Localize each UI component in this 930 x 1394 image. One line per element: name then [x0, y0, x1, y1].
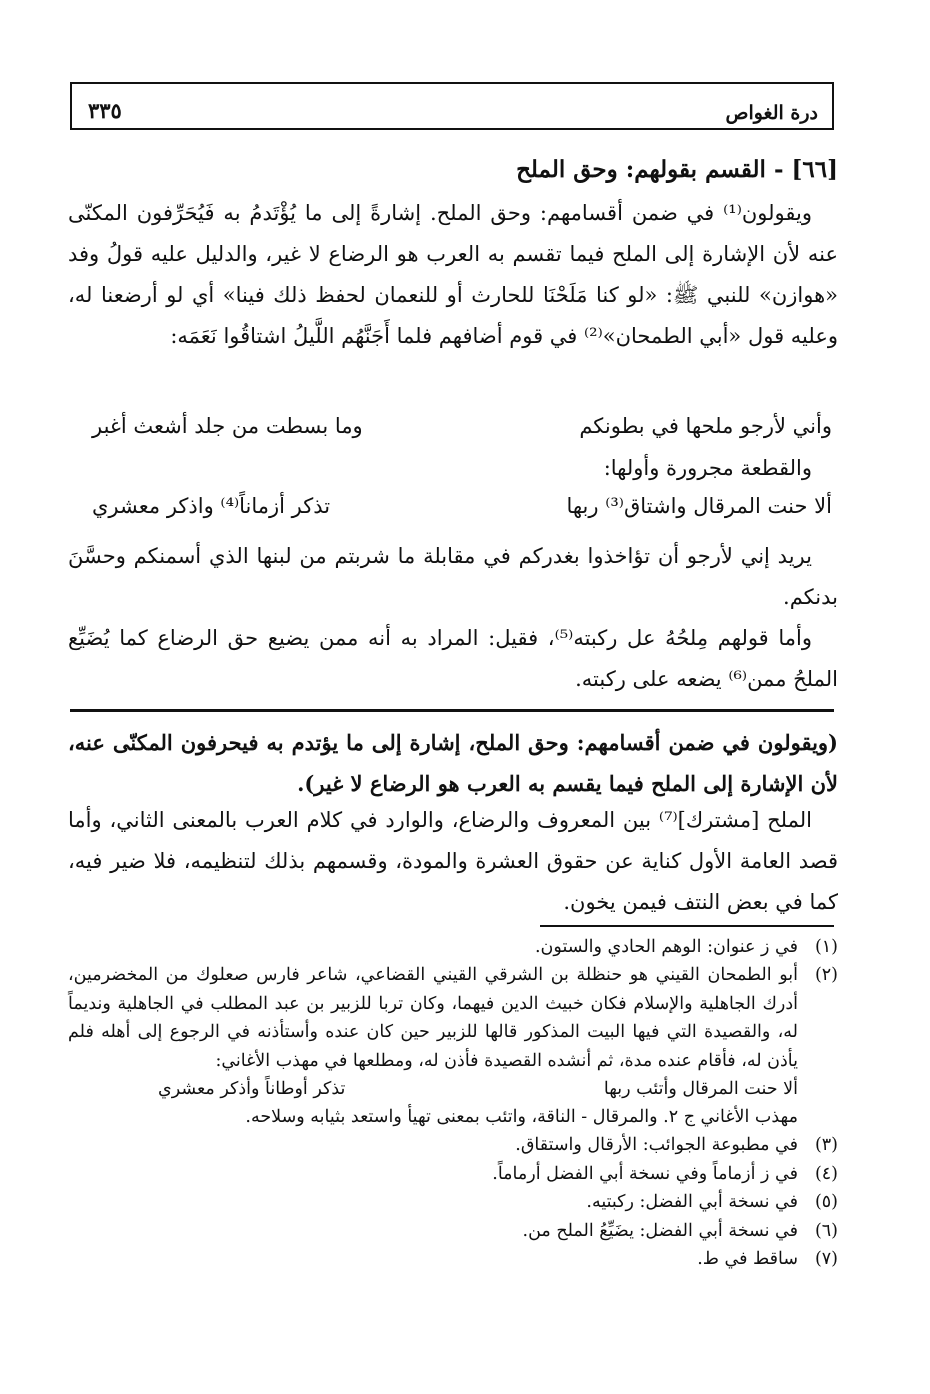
footnote-number: (٦): [814, 1220, 838, 1241]
commentary-paragraph: الملح [مشترك]⁽⁷⁾ بين المعروف والرضاع، والوارد في كلام العرب بالمعنى الثاني، وأما قصد العامة الأول كناية عن حقوق العشرة والمودة، وقسمهم بذلك لتنظيمه، فلا ضير فيه، كما في بعض النتف فيمن يخون.: [68, 808, 838, 914]
footnote: [68, 1160, 838, 1188]
footnote-number: (٧): [814, 1249, 838, 1270]
footnote-text: في ز عنوان: الوهم الحادي والستون.: [534, 937, 798, 957]
page-header: [70, 82, 834, 130]
footnote: [68, 1188, 838, 1216]
commentary-text: [68, 800, 838, 923]
verse-line: [92, 414, 832, 454]
footnote-text: في مطبوعة الجوائب: الأرقال واستقاق.: [515, 1135, 798, 1156]
footnote-text: ساقط في ط.: [697, 1249, 798, 1270]
verse-second-hemistich: تذكر أزماناً⁽⁴⁾ واذكر معشري: [92, 494, 331, 518]
main-paragraph: ويقولون⁽¹⁾ في ضمن أقسامهم: وحق الملح. إشارةً إلى ما يُؤْتَدمُ به فَيُحَرِّفون المكنّى عنه لأن الإشارة إلى الملح فيما تقسم به العرب هو الرضاع لا غير، والدليل عليه قولُ وفد «هوازن» للنبي ﷺ: «لو كنا مَلَحْنَا للحارث أو للنعمان لحفظ ذلك فينا» أي لو أرضعنا له، وعليه قول «أبي الطمحان»⁽²⁾ في قوم أضافهم فلما أَجَنَّهُم اللَّيلُ اشتاقُوا نَعَمَه:: [68, 201, 838, 348]
main-paragraph: يريد إني لأرجو أن تؤاخذوا بغدركم في مقابلة ما شربتم من لبنها الذي أسمنكم وحسَّنَ بدنكم.: [68, 544, 838, 609]
section-title: [٦٦] - القسم بقولهم: وحق الملح: [516, 156, 838, 183]
footnote-text: مهذب الأغاني ج ٢. والمرقال - الناقة، واتئب بمعنى تهيأ واستعد بثيابه وسلاحه.: [245, 1107, 798, 1128]
footnote-text: في نسخة أبي الفضل: ركبتيه.: [586, 1192, 798, 1213]
footnote-text: في ز أزماماً وفي نسخة أبي الفضل أرماماً.: [492, 1163, 798, 1184]
footnote-number: (١): [814, 937, 838, 957]
main-paragraph: وأما قولهم مِلحُهُ عل ركبته⁽⁵⁾، فقيل: المراد به أنه ممن يضيع حق الرضاع كما يُضَيِّع الملحُ ممن⁽⁶⁾ يضعه على ركبته.: [68, 626, 838, 691]
footnote-number: (٢): [814, 965, 838, 986]
main-text: [68, 536, 838, 618]
footnote-continuation: [68, 1103, 838, 1131]
footnote-number: (٣): [814, 1135, 838, 1156]
footnotes: [68, 933, 838, 1273]
verse-line: [92, 494, 832, 534]
separator-rule: [70, 709, 834, 712]
footnote-verse: [158, 1075, 798, 1103]
verse-second-hemistich: وما بسطت من جلد أشعث أغبر: [92, 414, 363, 438]
text-line: والقطعة مجرورة وأولها:: [603, 456, 812, 480]
main-text: [68, 618, 838, 700]
footnote-number: (٤): [814, 1163, 838, 1184]
running-title: درة الغواص: [725, 102, 818, 124]
page-number: ٣٣٥: [88, 98, 122, 123]
commentary-quote: (ويقولون في ضمن أقسامهم: وحق الملح، إشارة إلى ما يؤتدم به فيحرفون المكنّى عنه، لأن الإشارة إلى الملح فيما يقسم به العرب هو الرضاع لا غير).: [68, 730, 838, 796]
main-text: [68, 193, 838, 357]
footnote: [68, 1131, 838, 1159]
footnote: [68, 1245, 838, 1273]
verse-second-hemistich: تذكر أوطاناً وأذكر معشري: [158, 1079, 346, 1100]
footnote-separator: [540, 925, 834, 927]
footnote-text: في نسخة أبي الفضل: يضَيِّعُ الملح من.: [522, 1220, 798, 1241]
footnote-text: أبو الطمحان القيني هو حنظلة بن الشرقي القيني القضاعي، شاعر فارس صعلوك من المخضرمين، أدرك الجاهلية والإسلام فكان خبيث الدين فيهما، وكان تربا للزبير بن عبد المطلب في الجاهلية ونديماً له، والقصيدة التي فيها البيت المذكور قالها للزبير حين كان عنده وأستأذنه في الرجوع إلى أهله فلم يأذن له، فأقام عنده مدة، ثم أنشده القصيدة فأذن له، ومطلعها في مهذب الأغاني:: [68, 965, 799, 1071]
footnote-number: (٥): [814, 1192, 838, 1213]
footnote: [68, 1217, 838, 1245]
footnote: [68, 933, 838, 961]
verse-first-hemistich: وأني لأرجو ملحها في بطونكم: [579, 414, 832, 438]
verse-first-hemistich: ألا حنت المرقال وأتئب ربها: [603, 1079, 798, 1100]
verse-first-hemistich: ألا حنت المرقال واشتاق⁽³⁾ ربها: [566, 494, 832, 518]
footnote: [68, 961, 838, 1075]
